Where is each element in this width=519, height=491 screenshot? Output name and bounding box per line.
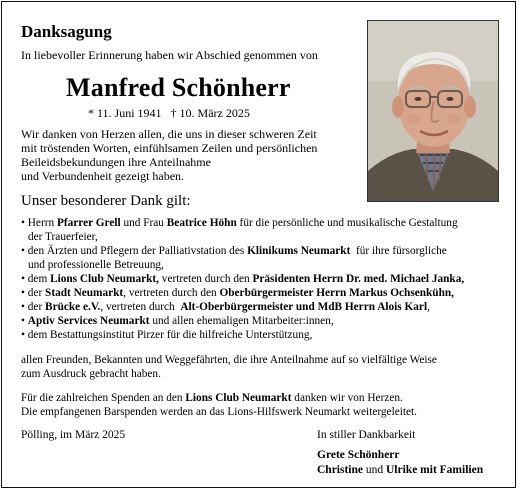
item-bold: Pfarrer Grell [56,217,121,229]
special-thanks-list [21,216,501,342]
portrait-photo [367,20,499,202]
item-continuation: der Trauerfeier, [28,231,98,243]
item-text: • dem Bestattungsinstitut Pirzer für die hilfreiche Unterstützung, [21,329,313,341]
item-text: • der [21,287,46,299]
item-bold: Stadt Neumarkt [45,287,124,299]
place-date: Pölling, im März 2025 [21,429,126,441]
item-text: • der [21,301,46,313]
list-item [21,244,501,272]
thanks-line: Wir danken von Herzen allen, die uns in dieser schweren Zeit [21,127,317,141]
item-text: vertreten durch den [158,273,253,285]
thanks-line: und Verbundenheit gezeigt haben. [21,169,185,183]
donation-line [21,391,417,405]
item-bold: Klinikums Neumarkt [247,245,351,257]
life-dates: * 11. Juni 1941 † 10. März 2025 [88,106,250,120]
donation-text: Für die zahlreichen Spenden an den [21,392,186,404]
thanks-line: Beileidsbekundungen ihre Anteilnahme [21,155,211,169]
list-item [21,314,501,328]
item-bold: Brücke e.V. [45,301,101,313]
signature-heading: In stiller Dankbarkeit [317,429,416,441]
item-bold: Oberbürgermeister Herrn Markus Ochsenkühn, [219,287,454,299]
item-continuation: und professionelle Betreuung, [28,259,164,271]
list-item [21,286,501,300]
donation-bold: Lions Club Neumarkt [185,392,292,404]
list-item [21,300,501,314]
signer-text: und [363,464,386,476]
item-text: • Herrn [21,217,57,229]
signers [317,448,483,478]
item-text: für die persönliche und musikalische Gestaltung [236,217,458,229]
signer-line [317,463,483,478]
item-text: • dem [21,273,51,285]
item-bold: Präsidenten Herrn Dr. med. Michael Janka, [252,273,465,285]
special-thanks-heading: Unser besonderer Dank gilt: [21,193,191,209]
item-text: • [21,315,28,327]
signer-line: Grete Schönherr [317,449,400,461]
signer-name: Christine [317,464,363,476]
list-item [21,272,501,286]
list-item [21,216,501,244]
thanks-line: mit tröstenden Worten, einfühlsamen Zeilen und persönlichen [21,141,318,155]
item-bold: Beatrice Höhn [166,217,237,229]
item-bold: Lions Club Neumarkt, [50,273,159,285]
closing-line: zum Ausdruck gebracht haben. [21,368,161,380]
item-text: • den Ärzten und Pflegern der Palliativstation des [21,245,248,257]
thanks-paragraph [21,127,351,183]
signer-name: Ulrike mit Familien [386,464,484,476]
donation-paragraph [21,391,417,419]
closing-paragraph [21,353,437,381]
intro-text: In liebevoller Erinnerung haben wir Abschied genommen von [21,48,318,62]
notice-title: Danksagung [21,22,112,41]
item-bold: Aptiv Services Neumarkt [27,315,150,327]
donation-text: danken wir von Herzen. [291,392,403,404]
closing-line: allen Freunden, Bekannten und Weggefährten, die ihre Anteilnahme auf so vielfältige Weise [21,354,437,366]
item-bold: Alt-Oberbürgermeister und MdB Herrn Alois Karl [180,301,428,313]
item-text: für ihre fürsorgliche [350,245,447,257]
deceased-name: Manfred Schönherr [66,73,291,102]
obituary-card [1,1,516,488]
list-item [21,328,501,342]
item-text: und Frau [120,217,167,229]
item-text: , vertreten durch [100,301,181,313]
item-text: und allen ehemaligen Mitarbeiter:innen, [149,315,334,327]
item-text: , vertreten durch den [123,287,220,299]
portrait-illustration [368,21,498,201]
item-text: , [427,301,430,313]
donation-line: Die empfangenen Barspenden werden an das Lions-Hilfswerk Neumarkt weitergeleitet. [21,406,417,418]
